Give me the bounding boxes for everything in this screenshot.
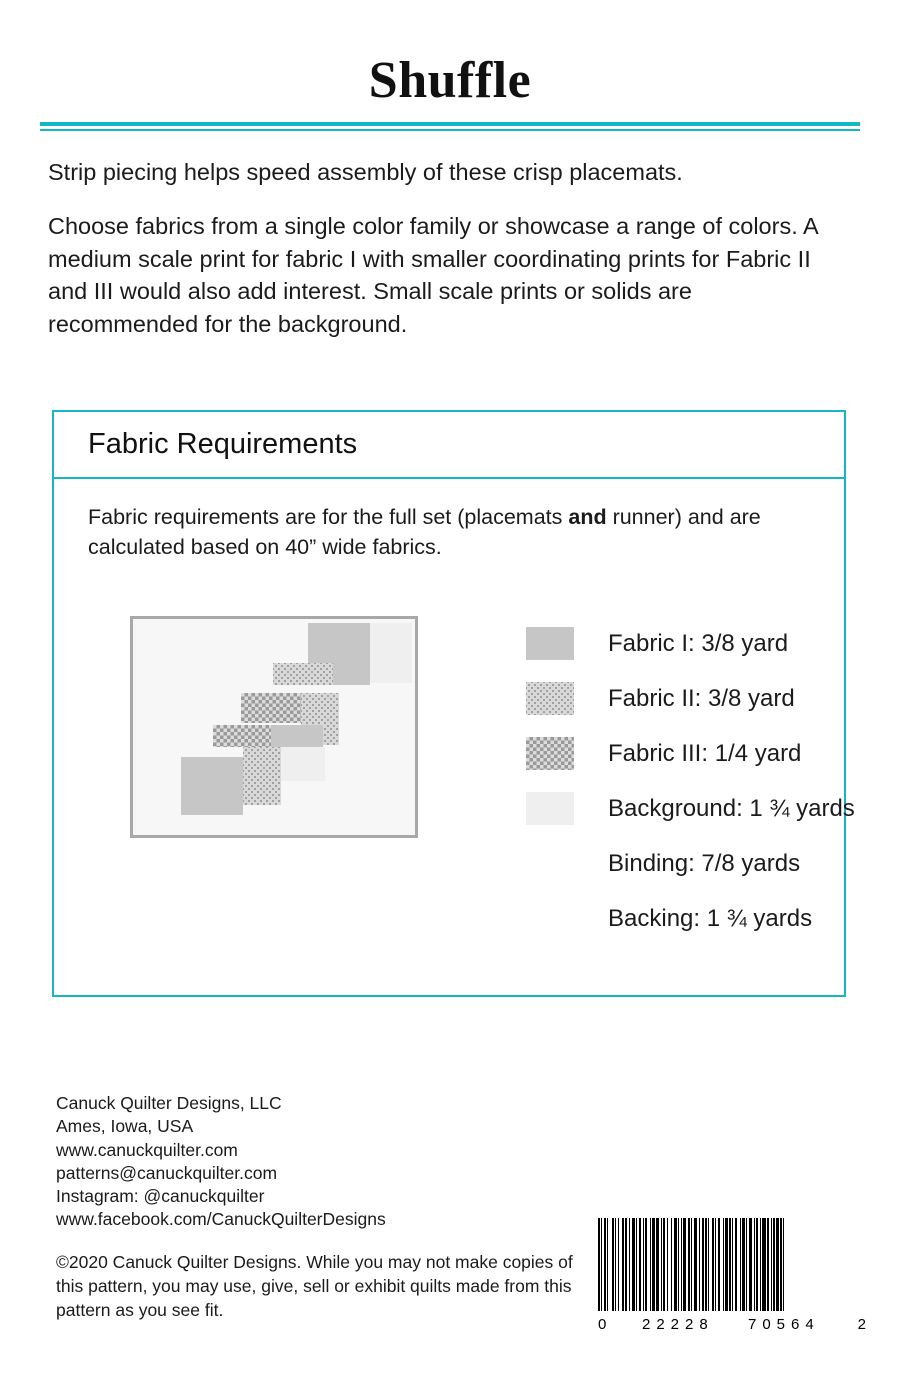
page-title: Shuffle: [368, 52, 532, 109]
fabric-requirements-title: Fabric Requirements: [88, 428, 358, 460]
fabric-requirements-content: [88, 616, 855, 946]
legend-label-background: Background: 1 ¾ yards: [608, 794, 855, 822]
legend-label-fabric-i: Fabric I: 3/8 yard: [608, 629, 789, 657]
diagram-block-fabric-i-a: [308, 623, 370, 663]
placemat-layout-diagram: [130, 616, 418, 838]
legend-row-fabric-iii: [526, 726, 855, 781]
barcode-bars: [598, 1218, 866, 1311]
diagram-block-fabric-ii-c: [243, 747, 281, 805]
fabric-requirements-header: [54, 412, 844, 479]
legend-label-binding: Binding: 7/8 yards: [608, 849, 801, 877]
footer-email[interactable]: patterns@canuckquilter.com: [56, 1162, 278, 1183]
swatch-backing-placeholder: [526, 902, 574, 935]
barcode-digits: [598, 1312, 866, 1336]
barcode-right-digit: 2: [857, 1316, 866, 1333]
diagram-block-background-a: [370, 623, 412, 683]
barcode: [598, 1218, 866, 1338]
footer-facebook[interactable]: www.facebook.com/CanuckQuilterDesigns: [56, 1209, 386, 1230]
footer-address-block: [56, 1092, 576, 1232]
footer-instagram[interactable]: Instagram: @canuckquilter: [56, 1186, 265, 1207]
intro-text: [48, 156, 840, 340]
footer-company: Canuck Quilter Designs, LLC: [56, 1093, 282, 1113]
swatch-fabric-i: [526, 627, 574, 660]
divider-thin-line: [40, 129, 860, 131]
note-emphasis: and: [568, 505, 607, 529]
barcode-left-digit: 0: [598, 1316, 607, 1333]
legend-label-fabric-iii: Fabric III: 1/4 yard: [608, 739, 802, 767]
diagram-block-background-b: [281, 747, 325, 781]
barcode-group-1: 22228: [642, 1316, 714, 1333]
footer-city: Ames, Iowa, USA: [56, 1116, 194, 1137]
legend-row-fabric-i: [526, 616, 855, 671]
note-part-1: Fabric requirements are for the full set (placemats: [88, 505, 569, 529]
intro-paragraph-1: Strip piecing helps speed assembly of these crisp placemats.: [48, 159, 683, 185]
legend-row-binding: [526, 836, 855, 891]
fabric-legend: [526, 616, 855, 946]
diagram-block-fabric-iii-b: [213, 725, 271, 747]
swatch-binding-placeholder: [526, 847, 574, 880]
legend-row-backing: [526, 891, 855, 946]
diagram-block-fabric-i-b: [333, 663, 370, 685]
legend-row-fabric-ii: [526, 671, 855, 726]
legend-label-backing: Backing: 1 ¾ yards: [608, 904, 813, 932]
footer-website[interactable]: www.canuckquilter.com: [56, 1139, 238, 1160]
note-part-2: runner) and are calculated based on 40” wide fabrics.: [88, 505, 761, 559]
diagram-block-fabric-i-d: [181, 757, 243, 815]
fabric-requirements-panel: [52, 410, 855, 997]
legend-label-fabric-ii: Fabric II: 3/8 yard: [608, 684, 795, 712]
swatch-fabric-ii: [526, 682, 574, 715]
intro-paragraph-2: Choose fabrics from a single color family or showcase a range of colors. A medium scale print for fabric I with smaller coordinating prints for Fabric II and III would also add interest. Small scale prints or solids are recommended for the background.: [48, 213, 818, 337]
diagram-block-fabric-ii-a: [273, 663, 333, 685]
legend-row-background: [526, 781, 855, 836]
swatch-background: [526, 792, 574, 825]
fabric-requirements-note: [88, 503, 798, 562]
title-divider: [40, 122, 860, 131]
fabric-requirements-body: [54, 479, 855, 946]
swatch-fabric-iii: [526, 737, 574, 770]
footer-contact: [56, 1092, 576, 1322]
footer-copyright: ©2020 Canuck Quilter Designs. While you may not make copies of this pattern, you may use, give, sell or exhibit quilts made from this pattern as you see fit.: [56, 1251, 573, 1320]
barcode-group-2: 70564: [748, 1316, 820, 1333]
